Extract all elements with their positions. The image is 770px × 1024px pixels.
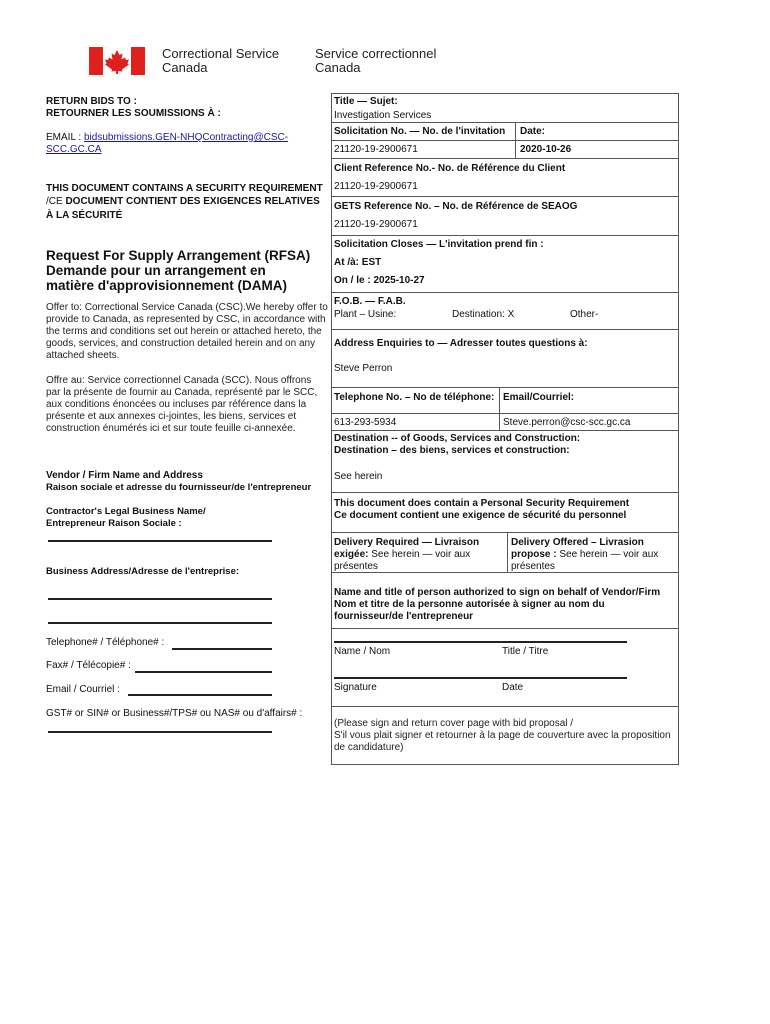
fob-other: Other- (570, 309, 599, 320)
fob-label: F.O.B. — F.A.B. (334, 296, 406, 307)
bid-email-link-cont[interactable]: SCC.GC.CA (46, 144, 102, 155)
offer-en (46, 302, 336, 362)
closes-label: Solicitation Closes — L'invitation prend fin : (334, 239, 544, 250)
closes-at: At /à: EST (334, 257, 382, 268)
offer-en-line: attached sheets. (46, 350, 120, 361)
client-ref-label: Client Reference No.- No. de Référence du Client (334, 163, 566, 174)
security-requirement-fr-text: DOCUMENT CONTIENT DES EXIGENCES RELATIVES (65, 196, 320, 207)
delivery-offered (511, 537, 658, 573)
offer-fr (46, 375, 336, 435)
divider (331, 292, 679, 293)
business-address-label: Business Address/Adresse de l'entreprise: (46, 566, 240, 577)
offer-fr-line: présente et aux annexes ci-jointes, les biens, services et (46, 411, 297, 422)
divider (331, 235, 679, 236)
legal-name-label-line1: Contractor's Legal Business Name/ (46, 506, 206, 517)
bid-email-label: EMAIL : (46, 132, 84, 143)
personal-security-en: This document does contain a Personal Security Requirement (334, 498, 630, 509)
date-signature-label: Date (502, 682, 524, 693)
title-titre-label: Title / Titre (502, 646, 549, 657)
divider (331, 196, 679, 197)
delivery-required-label-fr: exigée: (334, 549, 369, 560)
solicitation-value: 21120-19-2900671 (334, 144, 418, 155)
dept-name-en (162, 47, 279, 75)
dept-name-en-line1: Correctional Service (162, 46, 280, 61)
delivery-offered-line2 (511, 549, 658, 561)
column-divider (515, 122, 516, 158)
solicitation-label: Solicitation No. — No. de l'invitation (334, 126, 506, 137)
offer-en-line: Offer to: Correctional Service Canada (CSC).We hereby offer to (46, 302, 328, 313)
offer-fr-line: Offre au: Service correctionnel Canada (SCC). Nous offrons (46, 375, 312, 386)
offer-en-line: goods, services, and construction detailed herein and on any (46, 338, 316, 349)
return-bids-fr: RETOURNER LES SOUMISSIONS À : (46, 108, 221, 119)
business-address-field-2[interactable] (48, 622, 272, 624)
signature-date-field[interactable] (334, 677, 627, 679)
personal-security-requirement (334, 498, 629, 522)
divider (331, 532, 679, 533)
legal-name-label-line2: Entrepreneur Raison Sociale : (46, 517, 182, 529)
divider (331, 430, 679, 431)
personal-security-fr: Ce document contient une exigence de sécurité du personnel (334, 510, 627, 521)
title-label: Title — Sujet: (334, 96, 398, 107)
divider (331, 158, 679, 159)
divider (331, 140, 679, 141)
rfsa-title (46, 248, 310, 293)
bid-email (46, 132, 288, 156)
gst-field[interactable] (48, 731, 272, 733)
enquiries-label: Address Enquiries to — Adresser toutes questions à: (334, 338, 588, 349)
email-courriel-label: Email/Courriel: (503, 392, 575, 403)
please-sign-note (334, 718, 676, 754)
divider (331, 628, 679, 629)
telephone-no-value: 613-293-5934 (334, 417, 397, 428)
column-divider (507, 532, 508, 572)
legal-name-label (46, 506, 206, 529)
rfsa-title-line3: matière d'approvisionnement (DAMA) (46, 278, 287, 293)
please-sign-fr: S'il vous plait signer et retourner à la page de couverture avec la proposition (334, 730, 671, 741)
name-title-field[interactable] (334, 641, 627, 643)
delivery-required (334, 537, 479, 573)
rfsa-title-line2: Demande pour un arrangement en (46, 263, 266, 278)
offer-fr-line: par la présente de fournir au Canada, représenté par le SCC, (46, 387, 318, 398)
divider (331, 122, 679, 123)
security-requirement-fr-prefix: /CE (46, 196, 66, 207)
dept-name-fr-line2: Canada (315, 60, 361, 75)
offer-en-line: provide to Canada, as represented by CSC, in accordance with (46, 314, 326, 325)
vendor-heading-fr: Raison sociale et adresse du fournisseur/de l'entrepreneur (46, 482, 312, 493)
fax-field[interactable] (135, 671, 272, 673)
telephone-label: Telephone# / Téléphone# : (46, 637, 165, 648)
offer-en-line: the terms and conditions set out herein or attached hereto, the (46, 326, 322, 337)
email-courriel-value: Steve.perron@csc-scc.gc.ca (503, 417, 631, 428)
gst-label: GST# or SIN# or Business#/TPS# ou NAS# ou d'affairs# : (46, 708, 303, 719)
divider (331, 387, 679, 388)
authorized-signer-en: Name and title of person authorized to sign on behalf of Vendor/Firm (334, 587, 661, 598)
offer-fr-line: construction énumérés ici et sur toute feuille ci-annexée. (46, 423, 296, 434)
delivery-offered-value-cont: présentes (511, 561, 555, 572)
security-requirement-fr-line3: À LA SÉCURITÉ (46, 210, 123, 221)
signature-label: Signature (334, 682, 377, 693)
fax-label: Fax# / Télécopie# : (46, 660, 131, 671)
column-divider (499, 387, 500, 430)
fob-plant: Plant – Usine: (334, 309, 397, 320)
client-ref-value: 21120-19-2900671 (334, 181, 418, 192)
please-sign-fr-cont: de candidature) (334, 742, 404, 753)
authorized-signer-fr-cont: fournisseur/de l'entrepreneur (334, 611, 474, 622)
delivery-required-value: See herein — voir aux (368, 549, 471, 560)
destination-label-fr: Destination – des biens, services et construction: (334, 445, 570, 456)
please-sign-en: (Please sign and return cover page with bid proposal / (334, 718, 574, 729)
delivery-required-line2 (334, 549, 479, 561)
rfsa-title-line1: Request For Supply Arrangement (RFSA) (46, 248, 311, 263)
delivery-offered-label-fr: propose : (511, 549, 557, 560)
bid-email-link[interactable]: bidsubmissions.GEN-NHQContracting@CSC- (83, 132, 289, 143)
canada-flag-logo (89, 47, 145, 75)
details-box (331, 93, 679, 765)
return-bids-en: RETURN BIDS TO : (46, 96, 137, 107)
date-label: Date: (520, 126, 546, 137)
destination-label-en: Destination -- of Goods, Services and Construction: (334, 433, 581, 444)
divider (331, 492, 679, 493)
divider (331, 706, 679, 707)
dept-name-fr (315, 47, 436, 75)
delivery-offered-label: Delivery Offered – Livrasion (511, 537, 644, 548)
dept-name-fr-line1: Service correctionnel (315, 46, 437, 61)
security-requirement-fr (46, 196, 320, 208)
delivery-required-value-cont: présentes (334, 561, 378, 572)
email-field-label: Email / Courriel : (46, 684, 120, 695)
delivery-offered-value: See herein — voir aux (556, 549, 659, 560)
business-address-field-1[interactable] (48, 598, 272, 600)
date-value: 2020-10-26 (520, 144, 572, 155)
title-value: Investigation Services (334, 110, 432, 121)
divider (331, 329, 679, 330)
telephone-no-label: Telephone No. – No de téléphone: (334, 392, 495, 403)
dept-name-en-line2: Canada (162, 60, 208, 75)
legal-name-field[interactable] (48, 540, 272, 542)
vendor-heading-en: Vendor / Firm Name and Address (46, 470, 203, 481)
gets-ref-label: GETS Reference No. – No. de Référence de SEAOG (334, 201, 578, 212)
divider (331, 413, 679, 414)
delivery-required-label: Delivery Required — Livraison (334, 537, 480, 548)
closes-on: On / le : 2025-10-27 (334, 275, 425, 286)
email-field[interactable] (128, 694, 272, 696)
enquiries-value: Steve Perron (334, 363, 393, 374)
name-label: Name / Nom (334, 646, 391, 657)
telephone-field[interactable] (172, 648, 272, 650)
offer-fr-line: aux conditions énoncées ou incluses par référence dans la (46, 399, 307, 410)
security-requirement-en: THIS DOCUMENT CONTAINS A SECURITY REQUIREMENT (46, 183, 323, 194)
destination-value: See herein (334, 471, 383, 482)
authorized-signer-fr: Nom et titre de la personne autorisée à signer au nom du (334, 599, 605, 610)
gets-ref-value: 21120-19-2900671 (334, 219, 418, 230)
authorized-signer-label (334, 587, 674, 623)
destination-label (334, 433, 580, 457)
fob-destination: Destination: X (452, 309, 515, 320)
